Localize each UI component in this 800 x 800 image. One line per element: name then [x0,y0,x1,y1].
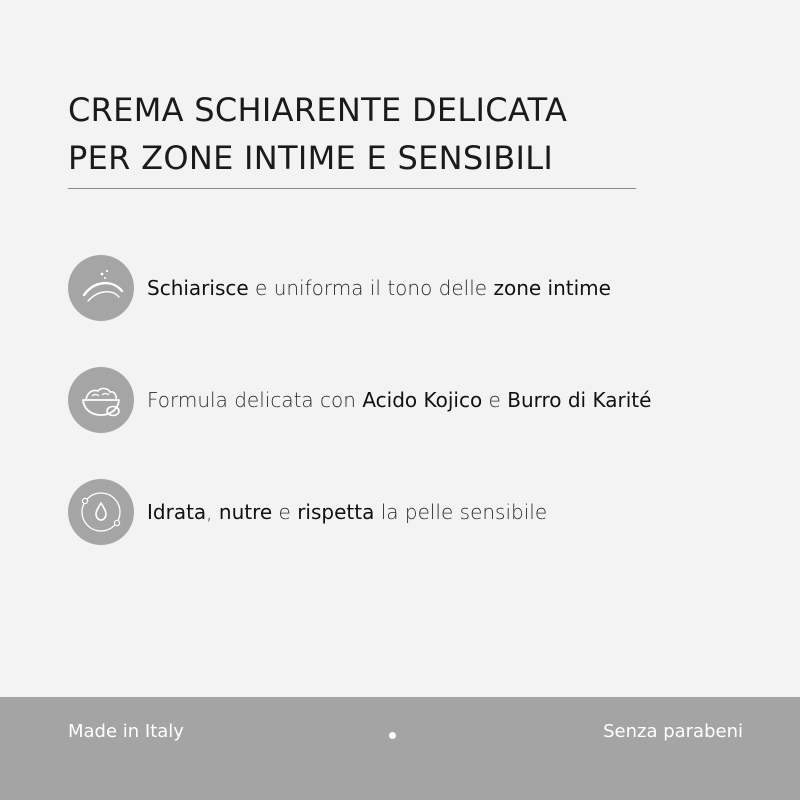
brightening-swoosh-icon [68,255,134,321]
feature-item-formula [68,367,651,433]
feature-item-hydration [68,479,547,545]
plain-text: Formula delicata con [147,388,363,412]
made-in-italy-label: Made in Italy [68,721,184,742]
title-divider [68,188,636,189]
highlighted-text: Acido Kojico [362,388,483,412]
highlighted-text: nutre [218,500,273,524]
feature-item-brightening [68,255,611,321]
plain-text: e uniforma il tono delle [248,276,494,300]
page-title [68,86,708,182]
shea-butter-bowl-icon [68,367,134,433]
highlighted-text: rispetta [297,500,375,524]
feature-text [147,388,651,412]
title-line-2: PER ZONE INTIME E SENSIBILI [68,139,554,177]
feature-text [147,500,547,524]
feature-text [147,276,611,300]
highlighted-text: Schiarisce [147,276,249,300]
highlighted-text: Idrata [147,500,207,524]
water-drop-cycle-icon [68,479,134,545]
footer-band [0,697,800,800]
highlighted-text: zone intime [493,276,611,300]
paraben-free-label: Senza parabeni [603,721,743,742]
title-line-1: CREMA SCHIARENTE DELICATA [68,91,568,129]
highlighted-text: Burro di Karité [507,388,652,412]
separator-dot [389,732,396,739]
plain-text: la pelle sensibile [374,500,548,524]
plain-text: e [482,388,508,412]
plain-text: , [206,500,219,524]
plain-text: e [272,500,298,524]
